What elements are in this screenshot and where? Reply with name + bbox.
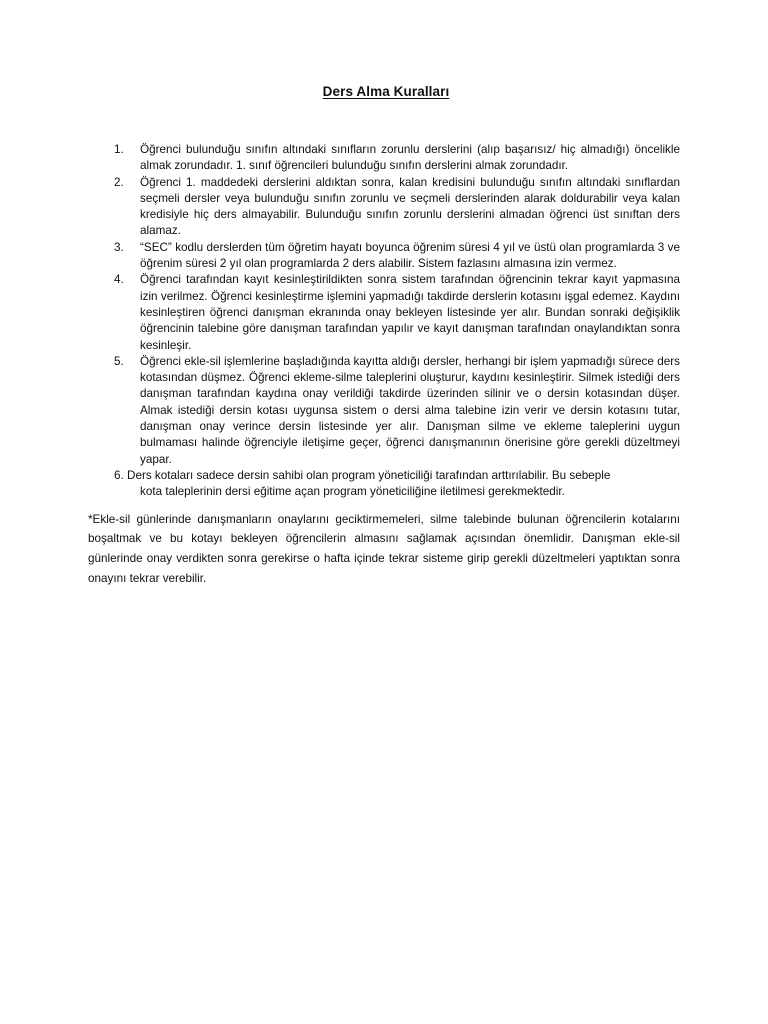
rule-number: 3. (114, 240, 124, 254)
footnote-paragraph: *Ekle-sil günlerinde danışmanların onaylarını geciktirmemeleri, silme talebinde bulunan öğrencilerin kotalarını boşaltmak ve bu kotayı bekleyen öğrencilerin almasını sağlamak açısından önemlidir. Danışman ekle-sil günlerinde onay verdikten sonra gerekirse o hafta içinde tekrar sisteme girip gerekli düzeltmeleri yaptıktan sonra onayını tekrar verebilir. (88, 512, 680, 585)
rule-text: Öğrenci 1. maddedeki derslerini aldıktan sonra, kalan kredisini bulunduğu sınıfın altındaki sınıflardan seçmeli dersler veya bulunduğu sınıfın zorunlu ve seçmeli derslerinden alarak doldurabilir veya kalan kredisiyle hiç ders almayabilir. Bulunduğu sınıfın zorunlu derslerini almadan öğrenci üst sınıftan ders alamaz. (140, 175, 680, 238)
document-title: Ders Alma Kuralları (322, 84, 450, 99)
rule-item-2 (114, 175, 680, 240)
rule-number: 2. (114, 175, 124, 189)
rule-item-6 (114, 468, 680, 501)
rule-text-first-line: Ders kotaları sadece dersin sahibi olan program yöneticiliği tarafından arttırılabilir. Bu sebeple (127, 468, 611, 482)
rule-text: Öğrenci ekle-sil işlemlerine başladığında kayıtta aldığı dersler, herhangi bir işlem yapmadığı sürece ders kotasından düşmez. Öğrenci ekleme-silme taleplerini oluşturur, kaydını kesinleştirir. Silmek istediği ders danışman tarafından kaydına onay verildiği takdirde üzerinden silinir ve o dersin kotasından düşer. Almak istediği dersin kotası uygunsa sistem o dersi alma talebine izin verir ve dersin kotasını tutar, danışman onay verince dersin listesinde yer alır. Danışman silme ve ekleme taleplerini uygun bulmaması halinde öğrenciyle iletişime geçer, öğrenci danışmanının önerisine göre gerekli düzeltmeyi yapar. (140, 354, 680, 466)
rule-item-3 (114, 240, 680, 273)
rules-list (0, 142, 768, 501)
rule-text: Öğrenci bulunduğu sınıfın altındaki sınıfların zorunlu derslerini (alıp başarısız/ hiç almadığı) öncelikle almak zorundadır. 1. sınıf öğrencileri bulunduğu sınıfın derslerini almak zorundadır. (140, 143, 680, 173)
rule-number: 6. (114, 468, 124, 482)
rule-item-4 (114, 272, 680, 353)
rule-item-1 (114, 142, 680, 175)
rule-number: 1. (114, 143, 124, 156)
rule-item-5 (114, 354, 680, 468)
rule-text: “SEC” kodlu derslerden tüm öğretim hayatı boyunca öğrenim süresi 4 yıl ve üstü olan programlarda 3 ve öğrenim süresi 2 yıl olan programlarda 2 ders alabilir. Sistem fazlasını almasına izin vermez. (140, 240, 680, 271)
rule-number: 4. (114, 273, 124, 287)
rule-number: 5. (114, 354, 124, 368)
rule-text-continuation: kota taleplerinin dersi eğitime açan program yöneticiliğine iletilmesi gerekmektedir. (140, 485, 565, 499)
rule-text: Öğrenci tarafından kayıt kesinleştirildikten sonra sistem tarafından öğrencinin tekrar kayıt yapmasına izin verilmez. Öğrenci kesinleştirme işlemini yapmadığı takdirde derslerin kotasını işgal edemez. Kaydını kesinleştiren öğrenci danışman ekranında onay bekleyen listesinde yer alır. Bundan sonraki değişiklik öğrencinin talebine göre danışman tarafından yapılır ve kayıt danışman tarafından onaylandıktan sonra kesinleşir. (140, 273, 680, 352)
